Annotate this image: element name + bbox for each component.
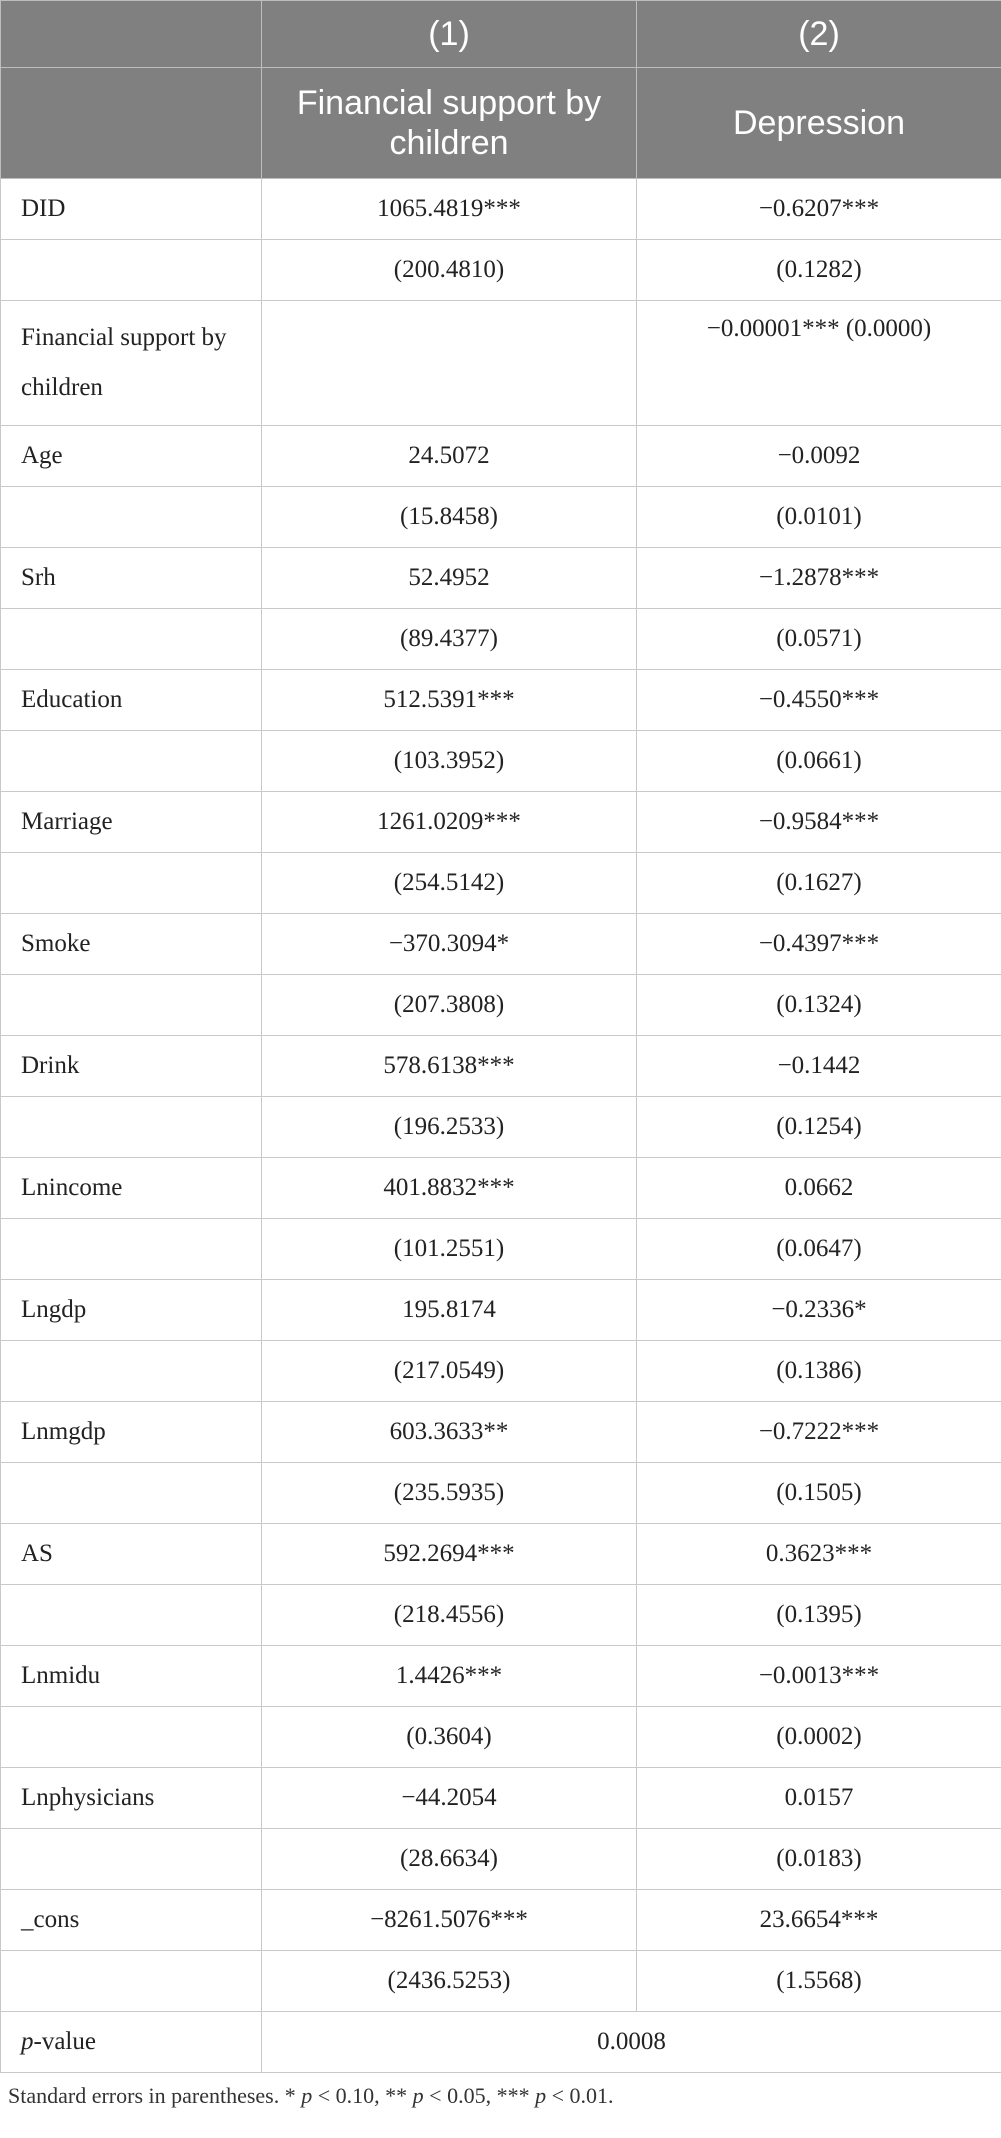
cell-col-2: 0.0157 xyxy=(637,1768,1001,1829)
cell-col-1: −8261.5076*** xyxy=(262,1890,637,1951)
table-row xyxy=(1,1951,1001,2012)
table-row xyxy=(1,1707,1001,1768)
cell-col-1: (254.5142) xyxy=(262,853,637,914)
cell-col-2: 23.6654*** xyxy=(637,1890,1001,1951)
header-label-row xyxy=(1,68,1001,179)
row-label: AS xyxy=(1,1524,262,1585)
table-row xyxy=(1,179,1001,240)
table-row xyxy=(1,1402,1001,1463)
row-label: Lnmidu xyxy=(1,1646,262,1707)
table-row xyxy=(1,1524,1001,1585)
table-row xyxy=(1,792,1001,853)
cell-col-1: −370.3094* xyxy=(262,914,637,975)
row-label: Lngdp xyxy=(1,1280,262,1341)
header-number-row xyxy=(1,1,1001,68)
table-row xyxy=(1,609,1001,670)
cell-col-1: 1.4426*** xyxy=(262,1646,637,1707)
table-row xyxy=(1,731,1001,792)
row-label: _cons xyxy=(1,1890,262,1951)
header-column-1-label: Financial support by children xyxy=(262,68,637,179)
table-row xyxy=(1,1280,1001,1341)
row-label: Lnmgdp xyxy=(1,1402,262,1463)
pvalue-label-rest: -value xyxy=(33,2028,96,2055)
footnote-threshold-2: < 0.05, *** xyxy=(423,2083,536,2108)
cell-col-2: (0.1627) xyxy=(637,853,1001,914)
cell-col-1: (28.6634) xyxy=(262,1829,637,1890)
cell-col-2: −0.0092 xyxy=(637,426,1001,487)
row-label xyxy=(1,731,262,792)
row-label xyxy=(1,1951,262,2012)
cell-col-2: −0.1442 xyxy=(637,1036,1001,1097)
table-row xyxy=(1,914,1001,975)
cell-col-1: (2436.5253) xyxy=(262,1951,637,2012)
table-row xyxy=(1,853,1001,914)
row-label xyxy=(1,1463,262,1524)
table-row xyxy=(1,301,1001,426)
row-label: Srh xyxy=(1,548,262,609)
cell-col-2: (0.1505) xyxy=(637,1463,1001,1524)
row-label: Education xyxy=(1,670,262,731)
cell-col-1 xyxy=(262,301,637,426)
cell-col-1: 401.8832*** xyxy=(262,1158,637,1219)
cell-col-1: (200.4810) xyxy=(262,240,637,301)
pvalue-value: 0.0008 xyxy=(262,2012,1001,2073)
table-row xyxy=(1,975,1001,1036)
pvalue-label xyxy=(1,2012,262,2073)
cell-col-2: 0.3623*** xyxy=(637,1524,1001,1585)
cell-col-1: (196.2533) xyxy=(262,1097,637,1158)
cell-col-1: (207.3808) xyxy=(262,975,637,1036)
cell-col-1: (101.2551) xyxy=(262,1219,637,1280)
row-label: Drink xyxy=(1,1036,262,1097)
cell-col-1: (217.0549) xyxy=(262,1341,637,1402)
table-row xyxy=(1,426,1001,487)
cell-col-2: −1.2878*** xyxy=(637,548,1001,609)
cell-col-1: 578.6138*** xyxy=(262,1036,637,1097)
cell-col-1: 52.4952 xyxy=(262,548,637,609)
row-label: Lnincome xyxy=(1,1158,262,1219)
table-row xyxy=(1,1768,1001,1829)
cell-col-2: (0.0647) xyxy=(637,1219,1001,1280)
footnote-threshold-1: < 0.10, ** xyxy=(312,2083,413,2108)
row-label: Financial support by children xyxy=(1,301,262,426)
table-body xyxy=(1,179,1001,2073)
table-row xyxy=(1,1646,1001,1707)
cell-col-1: −44.2054 xyxy=(262,1768,637,1829)
table-row xyxy=(1,1341,1001,1402)
table-row xyxy=(1,1585,1001,1646)
cell-col-1: 603.3633** xyxy=(262,1402,637,1463)
row-label xyxy=(1,1585,262,1646)
footnote-p-3: p xyxy=(535,2083,547,2108)
row-label xyxy=(1,1219,262,1280)
pvalue-label-italic: p xyxy=(21,2028,34,2055)
cell-col-1: (15.8458) xyxy=(262,487,637,548)
row-label xyxy=(1,1829,262,1890)
cell-col-2: (0.0661) xyxy=(637,731,1001,792)
row-label: DID xyxy=(1,179,262,240)
table-row xyxy=(1,548,1001,609)
footnote-p-1: p xyxy=(301,2083,313,2108)
cell-col-2: −0.00001*** (0.0000) xyxy=(637,301,1001,426)
row-label: Smoke xyxy=(1,914,262,975)
cell-col-1: 1065.4819*** xyxy=(262,179,637,240)
header-column-2-number: (2) xyxy=(637,1,1001,68)
row-label xyxy=(1,487,262,548)
cell-col-1: 195.8174 xyxy=(262,1280,637,1341)
footnote-prefix: Standard errors in parentheses. * xyxy=(8,2083,302,2108)
table-row xyxy=(1,1158,1001,1219)
table-row xyxy=(1,1463,1001,1524)
table-row xyxy=(1,240,1001,301)
table-row xyxy=(1,487,1001,548)
cell-col-2: −0.4397*** xyxy=(637,914,1001,975)
row-label xyxy=(1,853,262,914)
row-label xyxy=(1,1341,262,1402)
cell-col-1: 1261.0209*** xyxy=(262,792,637,853)
footnote-p-2: p xyxy=(412,2083,424,2108)
row-label: Marriage xyxy=(1,792,262,853)
cell-col-2: (0.0183) xyxy=(637,1829,1001,1890)
cell-col-1: (103.3952) xyxy=(262,731,637,792)
cell-col-2: (0.1254) xyxy=(637,1097,1001,1158)
row-label: Lnphysicians xyxy=(1,1768,262,1829)
header-column-2-label: Depression xyxy=(637,68,1001,179)
cell-col-2: 0.0662 xyxy=(637,1158,1001,1219)
cell-col-2: −0.0013*** xyxy=(637,1646,1001,1707)
cell-col-1: 24.5072 xyxy=(262,426,637,487)
row-label xyxy=(1,609,262,670)
row-label xyxy=(1,1097,262,1158)
table-row xyxy=(1,1890,1001,1951)
table-row xyxy=(1,670,1001,731)
cell-col-1: (89.4377) xyxy=(262,609,637,670)
table-header xyxy=(1,1,1001,179)
cell-col-2: (0.0101) xyxy=(637,487,1001,548)
header-column-1-number: (1) xyxy=(262,1,637,68)
cell-col-2: −0.7222*** xyxy=(637,1402,1001,1463)
table-footnote xyxy=(0,2073,1001,2109)
cell-col-2: (0.0571) xyxy=(637,609,1001,670)
row-label xyxy=(1,975,262,1036)
cell-col-1: 512.5391*** xyxy=(262,670,637,731)
cell-col-1: (235.5935) xyxy=(262,1463,637,1524)
pvalue-row xyxy=(1,2012,1001,2073)
cell-col-2: (0.0002) xyxy=(637,1707,1001,1768)
table-row xyxy=(1,1829,1001,1890)
cell-col-2: (0.1386) xyxy=(637,1341,1001,1402)
table-row xyxy=(1,1036,1001,1097)
cell-col-2: (0.1395) xyxy=(637,1585,1001,1646)
footnote-threshold-3: < 0.01. xyxy=(546,2083,614,2108)
cell-col-2: −0.2336* xyxy=(637,1280,1001,1341)
cell-col-1: (0.3604) xyxy=(262,1707,637,1768)
header-corner-label-cell xyxy=(1,68,262,179)
row-label xyxy=(1,1707,262,1768)
cell-col-2: −0.4550*** xyxy=(637,670,1001,731)
cell-col-1: (218.4556) xyxy=(262,1585,637,1646)
table-row xyxy=(1,1097,1001,1158)
cell-col-2: (0.1324) xyxy=(637,975,1001,1036)
header-corner-cell xyxy=(1,1,262,68)
row-label xyxy=(1,240,262,301)
table-row xyxy=(1,1219,1001,1280)
cell-col-2: −0.9584*** xyxy=(637,792,1001,853)
cell-col-2: (0.1282) xyxy=(637,240,1001,301)
cell-col-2: −0.6207*** xyxy=(637,179,1001,240)
cell-col-1: 592.2694*** xyxy=(262,1524,637,1585)
row-label: Age xyxy=(1,426,262,487)
cell-col-2: (1.5568) xyxy=(637,1951,1001,2012)
